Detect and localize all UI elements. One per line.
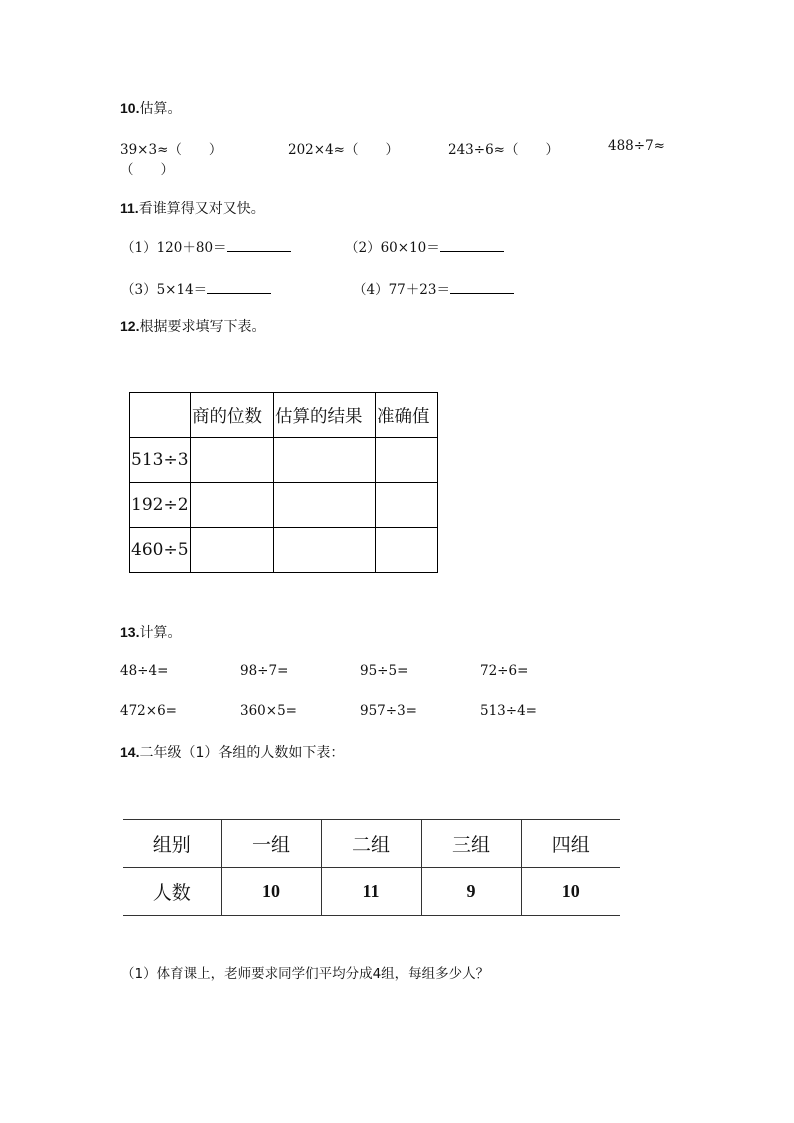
q10-title	[120, 98, 181, 118]
q12-title-text: 根据要求填写下表。	[139, 319, 266, 335]
q11-item-4	[353, 278, 514, 298]
q14-number: 14.	[120, 744, 140, 760]
q13-item: 360×5=	[240, 703, 297, 719]
q12-header-digits: 商的位数	[191, 393, 274, 438]
q14-value: 10	[221, 868, 321, 916]
q12-row-label: 513÷3	[130, 438, 191, 483]
q14-title-text: 二年级（1）各组的人数如下表：	[139, 745, 345, 761]
q11-item-1	[121, 236, 291, 256]
q14-header-cell: 四组	[521, 820, 620, 868]
q13-item: 95÷5=	[360, 663, 409, 679]
q13-item: 72÷6=	[480, 663, 529, 679]
q11-item-4-blank	[450, 279, 514, 294]
q11-item-2-text: （2）60×10＝	[345, 240, 440, 256]
q11-number: 11.	[120, 200, 139, 216]
q14-value: 11	[321, 868, 421, 916]
q13-item: 98÷7=	[240, 663, 289, 679]
q11-item-3-blank	[207, 279, 271, 294]
answer-cell	[191, 438, 274, 483]
table-row	[123, 868, 620, 916]
q14-header-cell: 一组	[221, 820, 321, 868]
q14-value: 10	[521, 868, 620, 916]
answer-cell	[191, 528, 274, 573]
q10-item-4: 488÷7≈	[608, 138, 665, 154]
q14-sub-question-1: （1）体育课上，老师要求同学们平均分成4组，每组多少人？	[121, 966, 490, 982]
q12-header-estimate: 估算的结果	[274, 393, 376, 438]
answer-cell	[191, 483, 274, 528]
q11-item-3-text: （3）5×14＝	[121, 282, 208, 298]
answer-cell	[376, 528, 438, 573]
q10-item-3: 243÷6≈（ ）	[448, 142, 559, 158]
q12-title	[120, 316, 265, 336]
q14-header-cell: 二组	[321, 820, 421, 868]
q11-title	[120, 198, 265, 218]
q10-item-2: 202×4≈（ ）	[288, 142, 399, 158]
table-row	[130, 528, 438, 573]
q12-row-label: 460÷5	[130, 528, 191, 573]
q14-header-row	[123, 820, 620, 868]
q11-item-1-text: （1）120＋80＝	[121, 240, 227, 256]
answer-cell	[274, 528, 376, 573]
q11-item-2-blank	[440, 237, 504, 252]
q12-header-empty	[130, 393, 191, 438]
q11-item-3	[121, 278, 271, 298]
q12-number: 12.	[120, 318, 140, 334]
q13-number: 13.	[120, 624, 140, 640]
q11-item-2	[345, 236, 504, 256]
q14-data-label: 人数	[123, 868, 221, 916]
answer-cell	[274, 438, 376, 483]
q14-header-cell: 组别	[123, 820, 221, 868]
q14-header-cell: 三组	[421, 820, 521, 868]
q13-item: 513÷4=	[480, 703, 537, 719]
q13-item: 48÷4=	[120, 663, 169, 679]
q10-number: 10.	[120, 100, 140, 116]
q10-title-text: 估算。	[139, 101, 182, 117]
answer-cell	[376, 438, 438, 483]
q14-title	[120, 742, 344, 762]
table-row	[130, 438, 438, 483]
q12-table	[129, 392, 438, 573]
answer-cell	[274, 483, 376, 528]
q12-header-exact: 准确值	[376, 393, 438, 438]
q14-table	[123, 819, 620, 916]
q10-item-1: 39×3≈（ ）	[120, 142, 223, 158]
q14-value: 9	[421, 868, 521, 916]
answer-cell	[376, 483, 438, 528]
q12-header-row	[130, 393, 438, 438]
q11-title-text: 看谁算得又对又快。	[138, 201, 265, 217]
q12-row-label: 192÷2	[130, 483, 191, 528]
q13-item: 957÷3=	[360, 703, 417, 719]
q13-title	[120, 622, 181, 642]
q11-item-4-text: （4）77＋23＝	[353, 282, 450, 298]
q11-item-1-blank	[227, 237, 291, 252]
q13-item: 472×6=	[120, 703, 177, 719]
q10-item-4-wrap: （ ）	[120, 162, 174, 178]
table-row	[130, 483, 438, 528]
q13-title-text: 计算。	[139, 625, 182, 641]
